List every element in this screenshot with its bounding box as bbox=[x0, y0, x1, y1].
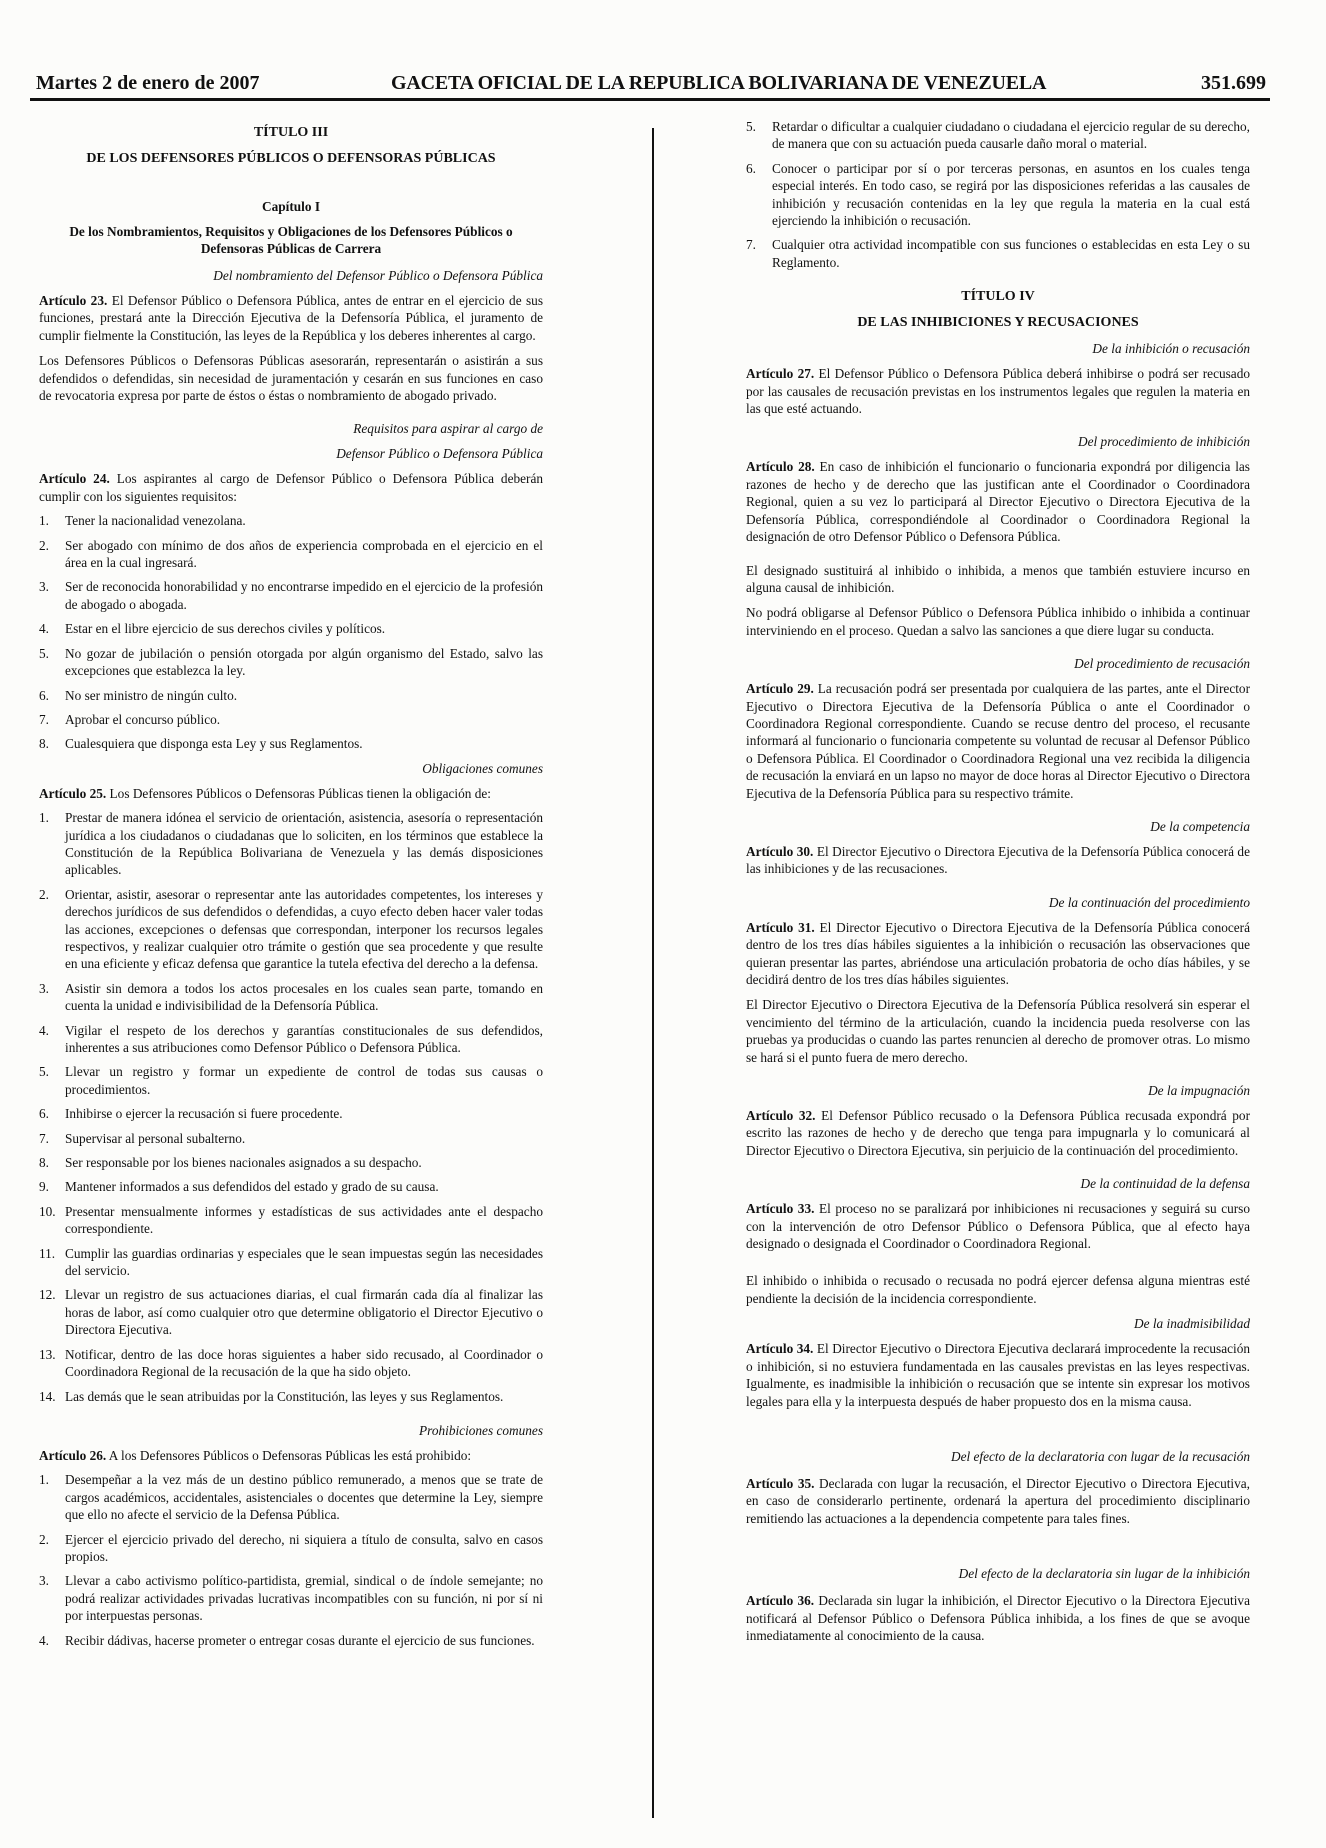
section-heading: Obligaciones comunes bbox=[422, 760, 543, 776]
list-item-text: Cualquier otra actividad incompatible con sus funciones o establecidas en esta Ley o su Reglamento. bbox=[772, 237, 1250, 270]
list-item-number: 5. bbox=[39, 1064, 49, 1080]
title-iii-subheading: DE LOS DEFENSORES PÚBLICOS O DEFENSORAS PÚBLICAS bbox=[86, 151, 496, 166]
list-item bbox=[746, 236, 1250, 271]
list-item-number: 5. bbox=[39, 645, 49, 661]
article-35: Artículo 35. Declarada con lugar la recusación, el Director Ejecutivo o Directora Ejecutiva, en caso de considerarlo pertinente, ordenará la apertura del procedimiento disciplinario remitiendo las actuaciones a la dependencia competente para tales fines. bbox=[746, 1475, 1250, 1526]
left-column bbox=[39, 118, 543, 1656]
list-item-text: Retardar o dificultar a cualquier ciudadano o ciudadana el ejercicio regular de su derecho, de manera que con su actuación pueda causarle daño moral o material. bbox=[772, 119, 1250, 152]
list-item bbox=[39, 1346, 543, 1381]
list-item-text: Cualesquiera que disponga esta Ley y sus Reglamentos. bbox=[65, 736, 363, 752]
list-item-text: Mantener informados a sus defendidos del estado y grado de su causa. bbox=[65, 1179, 439, 1195]
right-column bbox=[746, 118, 1250, 1652]
list-item-number: 3. bbox=[39, 579, 49, 595]
list-item bbox=[39, 1154, 543, 1171]
list-item-text: Ser abogado con mínimo de dos años de experiencia comprobada en el ejercicio en el área en la cual ingresará. bbox=[65, 537, 543, 571]
list-item-number: 8. bbox=[39, 736, 49, 752]
list-item-number: 1. bbox=[39, 1472, 49, 1488]
list-item bbox=[39, 980, 543, 1015]
list-item-text: Asistir sin demora a todos los actos procesales en los cuales sean parte, tomando en cuenta la unidad e indivisibilidad de la Defensoría Pública. bbox=[65, 980, 543, 1014]
list-item bbox=[39, 537, 543, 572]
article-28-paragraph: El designado sustituirá al inhibido o inhibida, a menos que también estuviere incurso en alguna causal de inhibición. bbox=[746, 562, 1250, 595]
list-item bbox=[39, 886, 543, 973]
article-29: Artículo 29. La recusación podrá ser presentada por cualquiera de las partes, ante el Director Ejecutivo o Directora Ejecutiva de la Defensoría Pública o ante el Coordinador o Coordinadora Regional correspondiente. Cuando se recuse dentro del proceso, el recusante informará al funcionario o funcionaria competente su voluntad de recusar al Defensor Público o Defensora Pública. El Coordinador o Coordinadora Regional una vez recibida la diligencia de recusación la enviará en un lapso no mayor de doce horas al Director Ejecutivo o Directora Ejecutiva de la Defensoría Pública para su respectivo trámite. bbox=[746, 681, 1250, 801]
page-header bbox=[36, 72, 1266, 100]
header-rule bbox=[30, 98, 1270, 101]
section-heading: De la competencia bbox=[1150, 818, 1250, 834]
list-item bbox=[39, 735, 543, 752]
article-23-paragraph: Los Defensores Públicos o Defensoras Públicas asesorarán, representarán o asistirán a sus defendidos o defendidas, sin necesidad de juramentación y cesarán en sus funciones en caso de revocatoria expresa por parte de éstos o éstas o nombramiento de abogado privado. bbox=[39, 353, 543, 404]
header-gazette-title: GACETA OFICIAL DE LA REPUBLICA BOLIVARIANA DE VENEZUELA bbox=[391, 72, 1047, 94]
list-item-text: Conocer o participar por sí o por terceras personas, en asuntos en los cuales tenga especial interés. En todo caso, se regirá por las disposiciones referidas a las causales de inhibición y recusación contenidas en la ley que regula la materia en la cual está ejerciendo la inhibición o recusación. bbox=[772, 160, 1250, 229]
list-item-text: Prestar de manera idónea el servicio de orientación, asistencia, asesoría o representación jurídica a los ciudadanos o ciudadanas que lo soliciten, en los términos que establece la Constitución de la República Bolivariana de Venezuela y las demás disposiciones aplicables. bbox=[65, 810, 543, 878]
list-item bbox=[39, 645, 543, 680]
list-item bbox=[39, 1632, 543, 1649]
article-25-list bbox=[39, 809, 543, 1405]
header-page-number: 351.699 bbox=[1201, 72, 1266, 94]
list-item bbox=[39, 1245, 543, 1280]
list-item bbox=[39, 1063, 543, 1098]
list-item-number: 3. bbox=[39, 1573, 49, 1589]
section-heading: Del procedimiento de inhibición bbox=[1078, 434, 1250, 450]
list-item-number: 2. bbox=[39, 1531, 49, 1547]
list-item-text: Inhibirse o ejercer la recusación si fuere procedente. bbox=[65, 1106, 343, 1122]
article-26-list bbox=[39, 1471, 543, 1649]
list-item-number: 4. bbox=[39, 621, 49, 637]
list-item-number: 6. bbox=[39, 687, 49, 703]
list-item-number: 4. bbox=[39, 1022, 49, 1038]
list-item-number: 1. bbox=[39, 810, 49, 826]
list-item bbox=[39, 1022, 543, 1057]
list-item-number: 13. bbox=[39, 1346, 56, 1362]
list-item-text: Recibir dádivas, hacerse prometer o entregar cosas durante el ejercicio de sus funciones. bbox=[65, 1632, 535, 1648]
list-item bbox=[39, 578, 543, 613]
list-item bbox=[746, 118, 1250, 153]
article-36: Artículo 36. Declarada sin lugar la inhibición, el Director Ejecutivo o la Directora Ejecutiva notificará al Defensor Público o Defensora Pública inhibida, a los fines de que se avoque inmediatamente al conocimiento de la causa. bbox=[746, 1593, 1250, 1643]
list-item-text: Presentar mensualmente informes y estadísticas de sus actividades ante el despacho correspondiente. bbox=[65, 1203, 543, 1237]
list-item bbox=[746, 160, 1250, 230]
title-iii-heading: TÍTULO III bbox=[253, 125, 329, 140]
article-26-list-continued bbox=[746, 118, 1250, 271]
list-item bbox=[39, 1531, 543, 1566]
title-iv-heading: TÍTULO IV bbox=[961, 289, 1035, 305]
list-item-text: Vigilar el respeto de los derechos y garantías constitucionales de sus defendidos, inherentes a sus atribuciones como Defensor Público o Defensora Pública. bbox=[65, 1022, 543, 1055]
list-item bbox=[39, 512, 543, 529]
list-item bbox=[39, 1471, 543, 1523]
article-26: Artículo 26. A los Defensores Públicos o Defensoras Públicas les está prohibido: bbox=[39, 1447, 472, 1463]
article-27: Artículo 27. El Defensor Público o Defensora Pública deberá inhibirse o podrá ser recusado por las causales de recusación previstas en los instrumentos legales que regulen la materia en las que esté actuando. bbox=[746, 366, 1251, 417]
section-heading: Del nombramiento del Defensor Público o Defensora Pública bbox=[213, 268, 543, 283]
section-heading: De la inadmisibilidad bbox=[1134, 1316, 1250, 1332]
list-item-text: Orientar, asistir, asesorar o representar ante las autoridades competentes, los intereses y derechos jurídicos de sus defendidos o defendidas, a cuyo efecto deben hacer valer todas las acciones, excepciones o defensas que correspondan, interponer los recursos legales respectivos, y realizar cualquier otro trámite o gestión que sea procedente y que resulte en una eficiente y eficaz defensa que garantice la tutela efectiva del derecho a la defensa. bbox=[65, 886, 543, 972]
article-24-list bbox=[39, 512, 543, 752]
list-item-text: Ejercer el ejercicio privado del derecho, ni siquiera a título de consulta, salvo en casos propios. bbox=[65, 1531, 543, 1564]
list-item-number: 9. bbox=[39, 1179, 49, 1195]
section-heading: Requisitos para aspirar al cargo de bbox=[353, 421, 543, 437]
list-item-text: Estar en el libre ejercicio de sus derechos civiles y políticos. bbox=[65, 621, 386, 637]
list-item-number: 14. bbox=[39, 1388, 56, 1404]
article-24: Artículo 24. Los aspirantes al cargo de Defensor Público o Defensora Pública deberán cumplir con los siguientes requisitos: bbox=[39, 471, 543, 504]
article-33: Artículo 33. El proceso no se paralizará por inhibiciones ni recusaciones y seguirá su curso con la intervención de otro Defensor Público o Defensora Pública, que al efecto haya designado o designada el Coordinador o Coordinadora Regional. bbox=[746, 1201, 1250, 1252]
chapter-subheading: De los Nombramientos, Requisitos y Obligaciones de los Defensores Públicos o Defensoras Públicas de Carrera bbox=[69, 224, 513, 256]
list-item bbox=[39, 1286, 543, 1338]
article-23: Artículo 23. El Defensor Público o Defensora Pública, antes de entrar en el ejercicio de sus funciones, prestará ante la Dirección Ejecutiva de la Defensoría Pública, el juramento de cumplir fielmente la Constitución, las leyes de la República y los deberes inherentes al cargo. bbox=[39, 293, 543, 343]
list-item-text: Notificar, dentro de las doce horas siguientes a haber sido recusado, al Coordinador o Coordinadora Regional de la recusación de la que ha sido objeto. bbox=[65, 1346, 543, 1380]
article-30: Artículo 30. El Director Ejecutivo o Directora Ejecutiva de la Defensoría Pública conocerá de las inhibiciones y de las recusaciones. bbox=[746, 843, 1250, 877]
list-item-number: 8. bbox=[39, 1155, 49, 1171]
list-item-text: Aprobar el concurso público. bbox=[65, 711, 221, 727]
list-item-number: 10. bbox=[39, 1203, 56, 1219]
article-25: Artículo 25. Los Defensores Públicos o Defensoras Públicas tienen la obligación de: bbox=[39, 785, 491, 801]
article-32: Artículo 32. El Defensor Público recusado o la Defensora Pública recusada expondrá por escrito las razones de hecho y de derecho que tenga para impugnarla y lo comunicará al Director Ejecutivo o Directora Ejecutiva, sin perjuicio de la continuación del procedimiento. bbox=[746, 1108, 1250, 1158]
section-heading: De la inhibición o recusación bbox=[1092, 341, 1250, 357]
list-item bbox=[39, 1130, 543, 1147]
section-heading: De la impugnación bbox=[1148, 1083, 1250, 1099]
list-item-number: 7. bbox=[39, 711, 49, 727]
list-item-text: Llevar a cabo activismo político-partidista, gremial, sindical o de índole semejante; no podrá realizar actividades privadas lucrativas incompatibles con su función, ni por sí ni por interpuestas personas. bbox=[65, 1573, 543, 1624]
list-item-number: 5. bbox=[746, 119, 756, 134]
list-item bbox=[39, 1105, 543, 1122]
section-heading: Defensor Público o Defensora Pública bbox=[336, 446, 543, 462]
list-item-text: Supervisar al personal subalterno. bbox=[65, 1130, 246, 1146]
column-divider bbox=[652, 128, 654, 1818]
list-item bbox=[39, 1203, 543, 1238]
article-31: Artículo 31. El Director Ejecutivo o Directora Ejecutiva de la Defensoría Pública conocerá dentro de los tres días hábiles siguientes a la inhibición o recusación las observaciones que quieran presentar las partes, abriéndose una articulación probatoria de ocho días hábiles, y se decidirá dentro de los tres días hábiles siguientes. bbox=[746, 919, 1250, 987]
section-heading: De la continuación del procedimiento bbox=[1048, 894, 1250, 910]
list-item bbox=[39, 1178, 543, 1195]
article-28-paragraph: No podrá obligarse al Defensor Público o Defensora Pública inhibido o inhibida a continuar interviniendo en el proceso. Quedan a salvo las sanciones a que diere lugar su conducta. bbox=[746, 605, 1250, 638]
list-item bbox=[39, 1572, 543, 1624]
header-date: Martes 2 de enero de 2007 bbox=[36, 72, 260, 94]
list-item-number: 3. bbox=[39, 980, 49, 996]
list-item bbox=[39, 809, 543, 879]
list-item-number: 1. bbox=[39, 513, 49, 529]
section-heading: Prohibiciones comunes bbox=[419, 1422, 543, 1438]
list-item-number: 11. bbox=[39, 1245, 56, 1261]
list-item-text: No gozar de jubilación o pensión otorgada por algún organismo del Estado, salvo las excepciones que establezca la ley. bbox=[65, 645, 543, 679]
list-item-number: 7. bbox=[746, 237, 756, 253]
list-item bbox=[39, 711, 543, 728]
list-item-number: 12. bbox=[39, 1287, 56, 1303]
list-item-number: 2. bbox=[39, 537, 49, 553]
list-item-text: Llevar un registro de sus actuaciones diarias, el cual firmarán cada día al finalizar las horas de labor, así como cualquier otro que determine obligatorio el Director Ejecutivo o Directora Ejecutiva. bbox=[65, 1287, 543, 1338]
chapter-heading: Capítulo I bbox=[261, 199, 320, 214]
list-item-number: 6. bbox=[746, 160, 756, 176]
section-heading: Del procedimiento de recusación bbox=[1074, 656, 1250, 672]
section-heading: De la continuidad de la defensa bbox=[1080, 1176, 1250, 1192]
list-item-text: Tener la nacionalidad venezolana. bbox=[65, 513, 246, 529]
title-iv-subheading: DE LAS INHIBICIONES Y RECUSACIONES bbox=[857, 315, 1139, 331]
section-heading: Del efecto de la declaratoria con lugar de la recusación bbox=[951, 1448, 1250, 1464]
list-item bbox=[39, 1388, 543, 1405]
list-item-text: Ser responsable por los bienes nacionales asignados a su despacho. bbox=[65, 1155, 422, 1171]
list-item-text: Llevar un registro y formar un expediente de control de todas sus causas o procedimientos. bbox=[65, 1064, 543, 1097]
list-item-number: 2. bbox=[39, 886, 49, 902]
article-28: Artículo 28. En caso de inhibición el funcionario o funcionaria expondrá por diligencia las razones de hecho y de derecho que las justifican ante el Coordinador o Coordinadora Regional, quien a su vez lo participará al Director Ejecutivo o Directora Ejecutiva de la Defensoría Pública, correspondiéndole al Coordinador o Coordinadora Regional la designación de otro Defensor Público o Defensora Pública. bbox=[746, 459, 1250, 545]
list-item bbox=[39, 620, 543, 637]
article-31-paragraph: El Director Ejecutivo o Directora Ejecutiva de la Defensoría Pública resolverá sin esperar el vencimiento del término de la articulación, cuando la incidencia pueda resolverse con las pruebas ya producidas o cuando las partes renuncien al derecho de promover otras. Lo mismo se hará si el punto fuera de mero derecho. bbox=[746, 997, 1250, 1065]
article-33-paragraph: El inhibido o inhibida o recusado o recusada no podrá ejercer defensa alguna mientras esté pendiente la decisión de la incidencia correspondiente. bbox=[746, 1273, 1250, 1306]
list-item-text: Las demás que le sean atribuidas por la Constitución, las leyes y sus Reglamentos. bbox=[65, 1388, 504, 1404]
list-item-number: 7. bbox=[39, 1130, 49, 1146]
list-item bbox=[39, 687, 543, 704]
list-item-text: Cumplir las guardias ordinarias y especiales que le sean impuestas según las necesidades del servicio. bbox=[65, 1245, 543, 1279]
list-item-text: No ser ministro de ningún culto. bbox=[65, 687, 238, 703]
list-item-text: Desempeñar a la vez más de un destino público remunerado, a menos que se trate de cargos académicos, accidentales, asistenciales o docentes que determine la Ley, siempre que ello no afecte el servicio de la Defensa Pública. bbox=[65, 1472, 543, 1523]
list-item-number: 4. bbox=[39, 1632, 49, 1648]
section-heading: Del efecto de la declaratoria sin lugar de la inhibición bbox=[958, 1566, 1250, 1582]
list-item-text: Ser de reconocida honorabilidad y no encontrarse impedido en el ejercicio de la profesión de abogado o abogada. bbox=[65, 579, 543, 612]
list-item-number: 6. bbox=[39, 1106, 49, 1122]
article-34: Artículo 34. El Director Ejecutivo o Directora Ejecutiva declarará improcedente la recusación o inhibición, si no estuviera fundamentada en las causales previstas en las leyes respectivas. Igualmente, es inadmisible la inhibición o recusación que se intente sin expresar los motivos legales para ella y la interpuesta después de haber propuesto dos en la misma causa. bbox=[746, 1341, 1250, 1409]
